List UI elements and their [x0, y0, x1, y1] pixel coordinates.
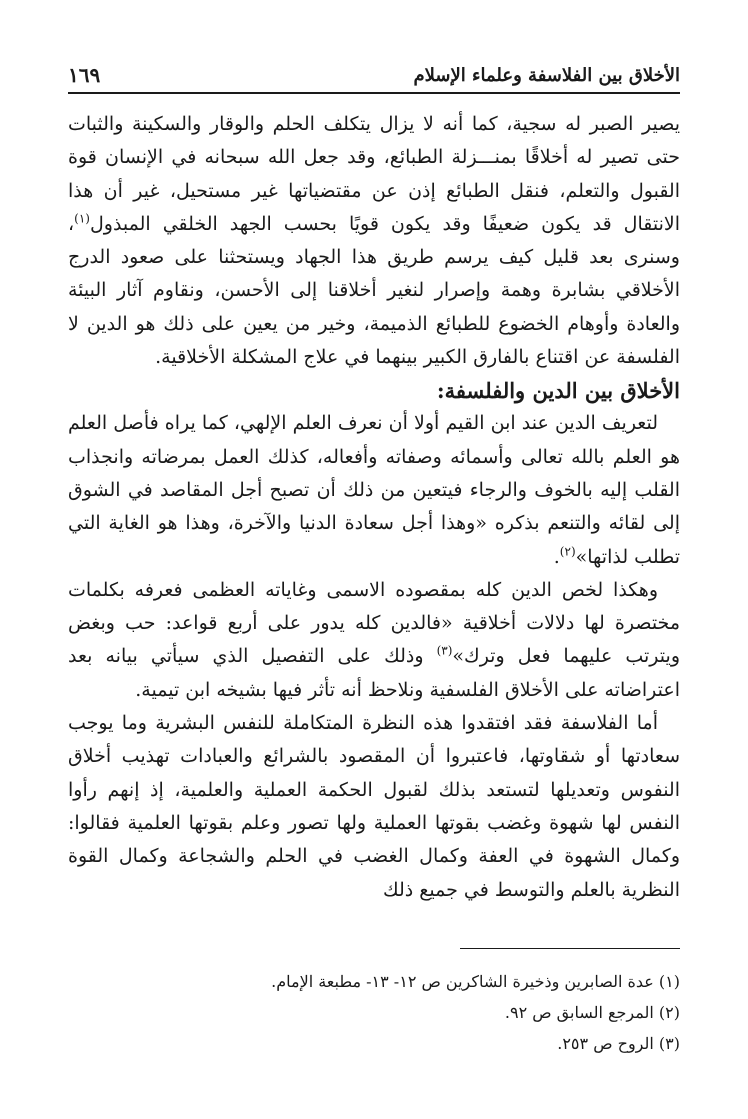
footnote-ref-3: (٣) — [436, 644, 453, 659]
section-heading: الأخلاق بين الدين والفلسفة: — [436, 378, 680, 404]
paragraph-4: أما الفلاسفة فقد افتقدوا هذه النظرة المتكاملة للنفس البشرية وما يوجب سعادتها أو شقاوتها، فاعتبروا أن المقصود بالشرائع والعبادات تهذيب أخلاق النفوس وتعديلها لتستعد بذلك لقبول الحكمة العملية والعلمية، إذ إنهم رأوا النفس لها شهوة وغضب بقوتها العملية ولها تصور وعلم بقوتها العلمية فقالوا: وكمال الشهوة في العفة وكمال الغضب في الحلم والشجاعة وكمال القوة النظرية بالعلم والتوسط في جميع ذلك — [68, 712, 680, 901]
footnote-2: (٢) المرجع السابق ص ٩٢. — [504, 1003, 680, 1022]
running-title: الأخلاق بين الفلاسفة وعلماء الإسلام — [413, 64, 680, 86]
footnote-1: (١) عدة الصابرين وذخيرة الشاكرين ص ١٢- ١٣- مطبعة الإمام. — [271, 972, 680, 991]
footnotes — [68, 966, 680, 1059]
footnote-ref-2: (٢) — [559, 544, 576, 559]
page-header — [68, 58, 680, 92]
paragraph-2: لتعريف الدين عند ابن القيم أولا أن نعرف العلم الإلهي، كما يراه فأصل العلم هو العلم بالله تعالى وأسمائه وصفاته وأفعاله، كذلك العمل بمرضاته وانجذاب القلب إليه بالخوف والرجاء فيتعين من ذلك أن تصبح أجل المقاصد في الشوق إلى لقائه والتنعم بذكره «وهذا أجل سعادة الدنيا والآخرة، وهذا هو الغاية التي تطلب لذاتها»$^{(٢)}$. — [68, 412, 680, 568]
page-number: ١٦٩ — [68, 63, 101, 87]
footnote-ref-1: (١) — [74, 211, 90, 226]
footnote-divider — [460, 948, 680, 949]
footnote-3: (٣) الروح ص ٢٥٣. — [557, 1034, 680, 1053]
header-divider — [68, 92, 680, 94]
main-text — [68, 108, 680, 907]
paragraph-3: وهكذا لخص الدين كله بمقصوده الاسمى وغاياته العظمى فعرفه بكلمات مختصرة لها دلالات أخلاقية «فالدين كله يدور على أربع قواعد: حب وبغض ويترتب عليهما فعل وترك»$^{(٣)}$ وذلك على التفصيل الذي سيأتي بيانه بعد اعتراضاته على الأخلاق الفلسفية ونلاحظ أنه تأثر فيها بشيخه ابن تيمية. — [68, 578, 680, 701]
paragraph-1: يصير الصبر له سجية، كما أنه لا يزال يتكلف الحلم والوقار والسكينة والثبات حتى تصير له أخلاقًا بمنـــزلة الطبائع، وقد جعل الله سبحانه في الإنسان قوة القبول والتعلم، فنقل الطبائع إذن عن مقتضياتها غير مستحيل، غير أن هذا الانتقال قد يكون ضعيفًا وقد يكون قويًا بحسب الجهد الخلقي المبذول$^{(١)}$، وسنرى بعد قليل كيف يرسم طريق هذا الجهاد ويستحثنا على صعود الدرج الأخلاقي بشابرة وهمة وإصرار لنغير أخلاقنا إلى الأحسن، ونقاوم آثار البيئة والعادة وأوهام الخضوع للطبائع الذميمة، وخير من يعين على ذلك هو الدين لا الفلسفة عن اقتناع بالفارق الكبير بينهما في علاج المشكلة الأخلاقية. — [68, 113, 680, 369]
